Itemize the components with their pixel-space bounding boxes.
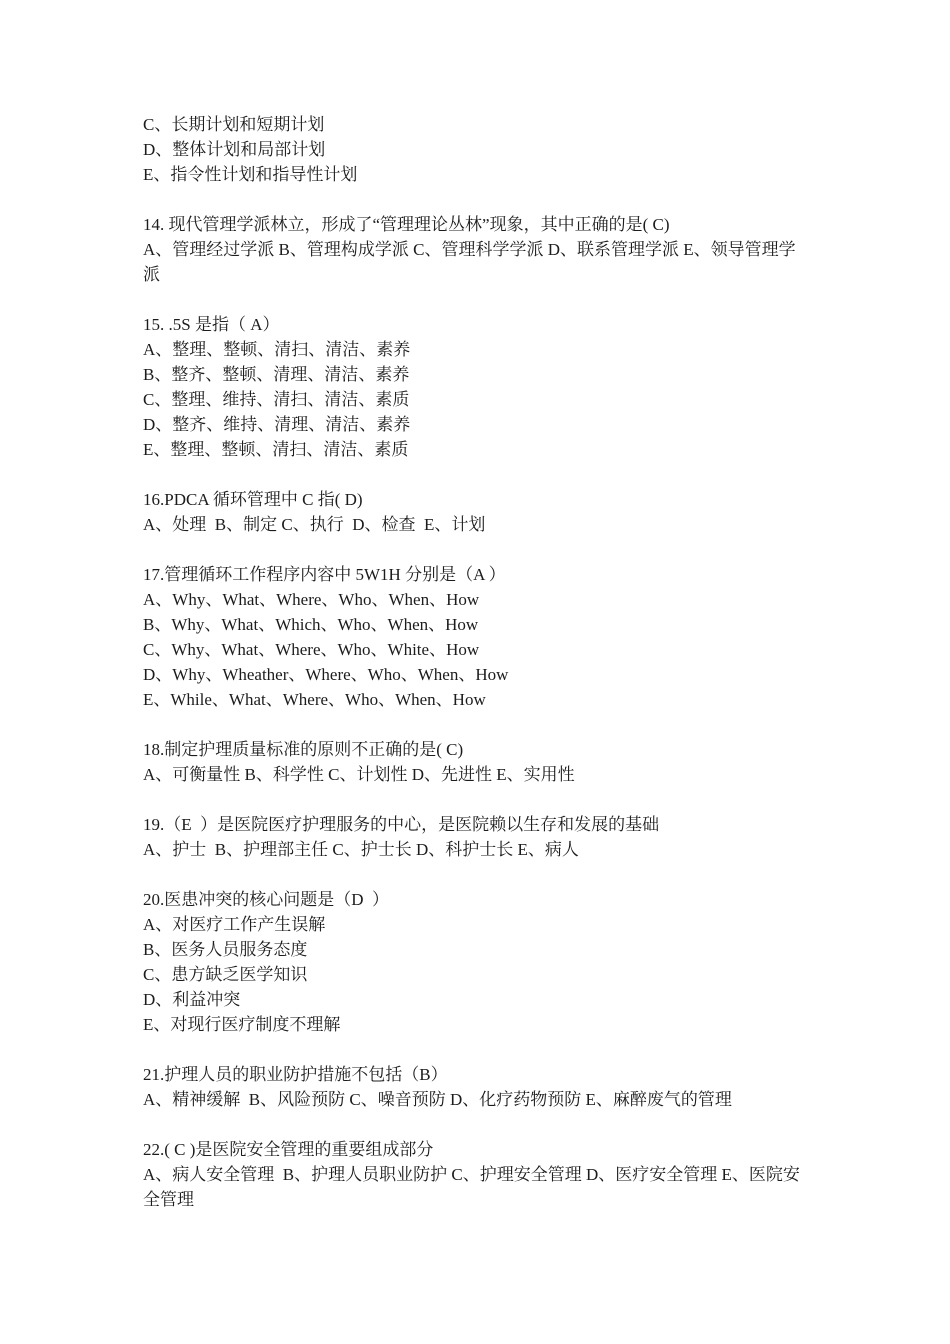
option-line: A、Why、What、Where、Who、When、How — [143, 590, 480, 609]
option-line: A、处理 B、制定 C、执行 D、检查 E、计划 — [143, 515, 486, 534]
option-line: A、精神缓解 B、风险预防 C、噪音预防 D、化疗药物预防 E、麻醉废气的管理 — [143, 1090, 732, 1109]
option-line: E、While、What、Where、Who、When、How — [143, 690, 486, 709]
question-line: 16.PDCA 循环管理中 C 指( D) — [143, 490, 363, 509]
option-line: B、整齐、整顿、清理、清洁、素养 — [143, 365, 410, 384]
question-block-13-options — [143, 112, 811, 187]
option-line: D、整齐、维持、清理、清洁、素养 — [143, 415, 411, 434]
question-block-17 — [143, 562, 811, 712]
option-line: A、可衡量性 B、科学性 C、计划性 D、先进性 E、实用性 — [143, 765, 575, 784]
question-line: 22.( C )是医院安全管理的重要组成部分 — [143, 1140, 434, 1159]
question-block-16 — [143, 487, 811, 537]
option-line: C、患方缺乏医学知识 — [143, 965, 308, 984]
option-line: A、病人安全管理 B、护理人员职业防护 C、护理安全管理 D、医疗安全管理 E、医院安全管理 — [143, 1165, 800, 1209]
option-line: A、管理经过学派 B、管理构成学派 C、管理科学学派 D、联系管理学派 E、领导管理学派 — [143, 240, 796, 284]
option-line: E、整理、整顿、清扫、清洁、素质 — [143, 440, 409, 459]
question-line: 21.护理人员的职业防护措施不包括（B） — [143, 1065, 448, 1084]
question-line: 19.（E ）是医院医疗护理服务的中心，是医院赖以生存和发展的基础 — [143, 815, 660, 834]
option-line: E、指令性计划和指导性计划 — [143, 165, 358, 184]
question-block-21 — [143, 1062, 811, 1112]
question-line: 18.制定护理质量标准的原则不正确的是( C) — [143, 740, 464, 759]
question-line: 20.医患冲突的核心问题是（D ） — [143, 890, 390, 909]
option-line: D、Why、Wheather、Where、Who、When、How — [143, 665, 509, 684]
option-line: B、医务人员服务态度 — [143, 940, 308, 959]
option-line: B、Why、What、Which、Who、When、How — [143, 615, 479, 634]
option-line: A、护士 B、护理部主任 C、护士长 D、科护士长 E、病人 — [143, 840, 579, 859]
question-list — [143, 112, 811, 1237]
option-line: D、整体计划和局部计划 — [143, 140, 326, 159]
option-line: D、利益冲突 — [143, 990, 241, 1009]
question-block-19 — [143, 812, 811, 862]
option-line: A、整理、整顿、清扫、清洁、素养 — [143, 340, 411, 359]
option-line: C、长期计划和短期计划 — [143, 115, 325, 134]
question-block-22 — [143, 1137, 811, 1212]
option-line: C、整理、维持、清扫、清洁、素质 — [143, 390, 410, 409]
option-line: A、对医疗工作产生误解 — [143, 915, 326, 934]
question-block-15 — [143, 312, 811, 462]
question-block-20 — [143, 887, 811, 1037]
question-block-18 — [143, 737, 811, 787]
option-line: E、对现行医疗制度不理解 — [143, 1015, 341, 1034]
question-line: 15. .5S 是指（ A） — [143, 315, 280, 334]
question-block-14 — [143, 212, 811, 287]
question-line: 14. 现代管理学派林立，形成了“管理理论丛林”现象，其中正确的是( C) — [143, 215, 670, 234]
question-line: 17.管理循环工作程序内容中 5W1H 分别是（A ） — [143, 565, 506, 584]
option-line: C、Why、What、Where、Who、White、How — [143, 640, 480, 659]
